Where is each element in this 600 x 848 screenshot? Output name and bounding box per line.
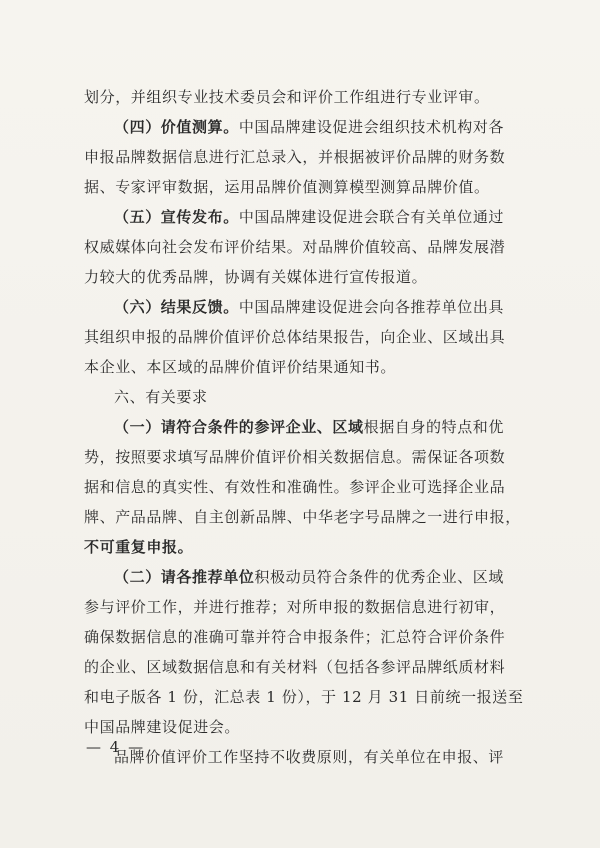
body-text: 根据自身的特点和优 — [363, 418, 505, 436]
text-line — [84, 472, 514, 502]
document-body — [84, 82, 524, 772]
text-line — [84, 292, 514, 322]
text-line — [84, 352, 514, 382]
text-line — [84, 442, 514, 472]
bold-heading-text: （二）请各推荐单位 — [114, 568, 255, 586]
body-text: 势，按照要求填写品牌价值评价相关数据信息。需保证各项数 — [84, 448, 506, 466]
body-text: 参与评价工作，并进行推荐；对所申报的数据信息进行初审， — [84, 598, 506, 616]
bold-heading-text: 不可重复申报。 — [84, 538, 194, 556]
bold-heading-text: （六）结果反馈。 — [114, 298, 239, 316]
body-text: 六、有关要求 — [114, 388, 208, 406]
text-line — [84, 682, 524, 712]
text-line — [84, 202, 514, 232]
body-text: 中国品牌建设促进会。 — [84, 718, 241, 736]
body-text: 其组织申报的品牌价值评价总体结果报告，向企业、区域出具 — [84, 328, 506, 346]
body-text: 划分，并组织专业技术委员会和评价工作组进行专业评审。 — [84, 88, 490, 106]
body-text: 中国品牌建设促进会联合有关单位通过 — [238, 208, 505, 226]
bold-heading-text: （五）宣传发布。 — [114, 208, 239, 226]
body-text: 本企业、本区域的品牌价值评价结果通知书。 — [84, 358, 397, 376]
body-text: 中国品牌建设促进会向各推荐单位出具 — [238, 298, 505, 316]
text-line — [84, 142, 514, 172]
text-line — [84, 412, 514, 442]
body-text: 确保数据信息的准确可靠并符合申报条件；汇总符合评价条件 — [84, 628, 506, 646]
text-line — [84, 712, 514, 742]
body-text: 牌、产品品牌、自主创新品牌、中华老字号品牌之一进行申报， — [84, 508, 521, 526]
body-text: 中国品牌建设促进会组织技术机构对各 — [238, 118, 505, 136]
body-text: 和电子版各 1 份，汇总表 1 份），于 12 月 31 日前统一报送至 — [84, 688, 524, 706]
text-line — [84, 322, 514, 352]
page-number: — 4 — — [86, 738, 146, 756]
text-line — [84, 742, 514, 772]
body-text: 权威媒体向社会发布评价结果。对品牌价值较高、品牌发展潜 — [84, 238, 506, 256]
bold-heading-text: （四）价值测算。 — [114, 118, 239, 136]
text-line — [84, 502, 521, 532]
text-line — [84, 262, 514, 292]
body-text: 品牌价值评价工作坚持不收费原则，有关单位在申报、评 — [114, 748, 505, 766]
text-line — [84, 172, 514, 202]
body-text: 据、专家评审数据，运用品牌价值测算模型测算品牌价值。 — [84, 178, 490, 196]
body-text: 力较大的优秀品牌，协调有关媒体进行宣传报道。 — [84, 268, 428, 286]
bold-heading-text: （一）请符合条件的参评企业、区域 — [114, 418, 364, 436]
text-line — [84, 622, 514, 652]
text-line — [84, 382, 514, 412]
text-line — [84, 82, 514, 112]
text-line — [84, 532, 514, 562]
text-line — [84, 592, 514, 622]
body-text: 积极动员符合条件的优秀企业、区域 — [254, 568, 505, 586]
body-text: 的企业、区域数据信息和有关材料（包括各参评品牌纸质材料 — [84, 658, 506, 676]
body-text: 申报品牌数据信息进行汇总录入，并根据被评价品牌的财务数 — [84, 148, 506, 166]
body-text: 据和信息的真实性、有效性和准确性。参评企业可选择企业品 — [84, 478, 506, 496]
text-line — [84, 562, 514, 592]
text-line — [84, 232, 514, 262]
text-line — [84, 652, 514, 682]
text-line — [84, 112, 514, 142]
